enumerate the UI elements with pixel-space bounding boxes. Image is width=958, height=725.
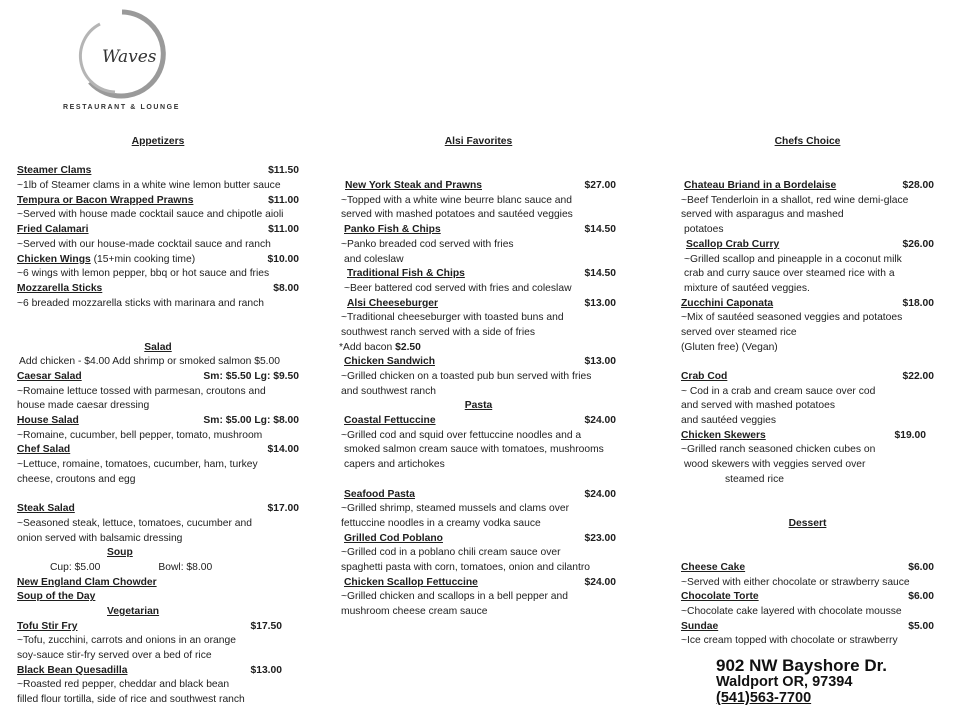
item-description: soy-sauce stir-fry served over a bed of rice xyxy=(17,650,212,662)
menu-item xyxy=(341,414,616,473)
item-name: Chocolate Torte xyxy=(681,591,759,603)
item-name: Chicken Wings xyxy=(17,253,91,265)
item-name: Zucchini Caponata xyxy=(681,297,774,309)
item-name: Grilled Cod Poblano xyxy=(344,532,443,544)
item-description: ~Roasted red pepper, cheddar and black bean xyxy=(17,679,230,691)
item-description: ~Ice cream topped with chocolate or strawberry xyxy=(681,635,898,647)
item-description: ~Seasoned steak, lettuce, tomatoes, cucumber and xyxy=(17,517,252,529)
soup-heading: Soup xyxy=(107,547,133,559)
left-column xyxy=(17,135,299,708)
item-name: Alsi Cheeseburger xyxy=(347,297,438,309)
item-name: Crab Cod xyxy=(681,371,728,382)
item-name: Steak Salad xyxy=(17,503,75,515)
item-name: Chicken Skewers xyxy=(681,429,766,441)
pasta-heading: Pasta xyxy=(464,400,493,412)
item-description: filled flour tortilla, side of rice and southwest ranch xyxy=(17,694,245,706)
menu-item xyxy=(17,253,299,282)
item-description: ~Served with our house-made cocktail sauce and ranch xyxy=(17,238,271,250)
item-description: ~Beer battered cod served with fries and coleslaw xyxy=(344,282,572,294)
appetizers-heading: Appetizers xyxy=(131,136,185,147)
item-description: ~Grilled chicken and scallops in a bell pepper and xyxy=(341,591,568,603)
item-description: potatoes xyxy=(684,224,724,236)
item-name: Sundae xyxy=(681,620,719,632)
item-description: onion served with balsamic dressing xyxy=(17,532,183,544)
item-note: (15+min cooking time) xyxy=(90,253,196,265)
item-description: spaghetti pasta with corn, tomatoes, onion and cilantro xyxy=(341,561,590,573)
item-description: and southwest ranch xyxy=(341,385,437,397)
item-price: $18.00 xyxy=(902,297,934,309)
item-description: ~6 wings with lemon pepper, bbq or hot sauce and fries xyxy=(17,268,270,280)
middle-column xyxy=(341,135,616,620)
item-price: $19.00 xyxy=(894,429,926,441)
item-description: mushroom cheese cream sauce xyxy=(341,606,488,617)
item-name: Steamer Clams xyxy=(17,165,92,177)
item-name: Chef Salad xyxy=(17,444,71,456)
address-city: Waldport OR, 97394 xyxy=(716,674,853,690)
item-description: ~Grilled chicken on a toasted pub bun served with fries xyxy=(341,371,592,382)
item-price: $11.50 xyxy=(268,165,299,177)
item-price: $27.00 xyxy=(584,180,616,192)
item-description: (Gluten free) (Vegan) xyxy=(681,341,778,353)
menu-item xyxy=(341,488,616,532)
item-name: Chicken Sandwich xyxy=(344,356,435,368)
item-description: ~Beef Tenderloin in a shallot, red wine demi-glace xyxy=(681,194,909,206)
menu-item xyxy=(17,164,299,193)
item-description: ~Romaine lettuce tossed with parmesan, croutons and xyxy=(17,385,266,397)
menu-item xyxy=(17,370,299,414)
item-description: ~Served with house made cocktail sauce and chipotle aioli xyxy=(17,209,284,221)
item-description: ~Panko breaded cod served with fries xyxy=(341,238,514,250)
item-description: ~Grilled cod in a poblano chili cream sauce over xyxy=(341,547,561,559)
item-description: ~Grilled shrimp, steamed mussels and clams over xyxy=(341,503,570,515)
item-price: $14.50 xyxy=(584,224,616,236)
vegetarian-heading: Vegetarian xyxy=(107,606,160,617)
restaurant-address xyxy=(716,657,887,706)
item-price: $13.00 xyxy=(584,356,616,368)
item-name: Tempura or Bacon Wrapped Prawns xyxy=(17,194,194,206)
item-price: $26.00 xyxy=(902,238,934,250)
waves-logo xyxy=(60,2,190,117)
menu-item xyxy=(17,664,299,708)
item-price: $17.50 xyxy=(250,620,282,632)
favorites-heading: Alsi Favorites xyxy=(444,136,513,147)
item-description: house made caesar dressing xyxy=(17,400,150,412)
item-description: and coleslaw xyxy=(344,253,404,265)
bacon-addon: *Add bacon $2.50 xyxy=(339,341,421,353)
item-description: mixture of sautéed veggies. xyxy=(684,282,810,294)
soup-bowl-price: Bowl: $8.00 xyxy=(158,561,213,573)
menu-item xyxy=(681,179,934,238)
item-description: cheese, croutons and egg xyxy=(17,473,136,485)
item-description: ~Grilled cod and squid over fettuccine noodles and a xyxy=(341,429,582,441)
menu-item xyxy=(341,297,616,341)
item-name: Cheese Cake xyxy=(681,561,746,573)
item-name: Coastal Fettuccine xyxy=(344,415,436,427)
item-price: $8.00 xyxy=(273,282,299,294)
item-name: New York Steak and Prawns xyxy=(345,180,482,192)
item-price: Sm: $5.00 Lg: $8.00 xyxy=(203,415,299,427)
item-description: ~6 breaded mozzarella sticks with marinara and ranch xyxy=(17,297,264,309)
item-description: served with asparagus and mashed xyxy=(681,209,844,221)
menu-item xyxy=(17,194,299,223)
item-name: Seafood Pasta xyxy=(344,488,415,500)
menu-item xyxy=(17,502,299,546)
item-price: $11.00 xyxy=(268,194,299,206)
menu-item xyxy=(341,576,616,620)
menu-item xyxy=(681,429,934,488)
item-description: ~Lettuce, romaine, tomatoes, cucumber, ham, turkey xyxy=(17,459,258,471)
item-description: served over steamed rice xyxy=(681,326,797,338)
item-price: $23.00 xyxy=(584,532,616,544)
item-name: Scallop Crab Curry xyxy=(686,238,780,250)
menu-item xyxy=(681,590,934,619)
item-name: Chicken Scallop Fettuccine xyxy=(344,576,478,588)
item-description: southwest ranch served with a side of fries xyxy=(341,326,536,338)
item-price: $10.00 xyxy=(267,253,299,265)
item-name: Caesar Salad xyxy=(17,371,82,382)
item-price: $11.00 xyxy=(268,224,299,236)
soup-prices xyxy=(17,561,299,576)
item-name: Traditional Fish & Chips xyxy=(347,268,465,280)
menu-item xyxy=(17,620,299,664)
soup-item: New England Clam Chowder xyxy=(17,576,157,588)
menu-item xyxy=(681,238,934,297)
item-description: crab and curry sauce over steamed rice with a xyxy=(684,268,895,280)
item-name: Panko Fish & Chips xyxy=(344,224,441,236)
item-description: smoked salmon cream sauce with tomatoes, mushrooms xyxy=(344,444,604,456)
soup-item: Soup of the Day xyxy=(17,591,96,603)
item-description: ~Grilled ranch seasoned chicken cubes on xyxy=(681,444,876,456)
chefs-choice-heading: Chefs Choice xyxy=(774,136,841,147)
item-description: and sautéed veggies xyxy=(681,415,777,427)
item-description: ~Mix of sautéed seasoned veggies and potatoes xyxy=(681,312,903,324)
item-price: $24.00 xyxy=(584,415,616,427)
item-price: $14.50 xyxy=(584,268,616,280)
right-column xyxy=(681,135,934,649)
item-description: ~Traditional cheeseburger with toasted buns and xyxy=(341,312,564,324)
menu-item xyxy=(341,267,616,296)
menu-item xyxy=(341,223,616,267)
dessert-heading: Dessert xyxy=(788,517,827,529)
menu-item xyxy=(681,561,934,590)
address-street: 902 NW Bayshore Dr. xyxy=(716,656,888,675)
menu-item xyxy=(17,414,299,443)
menu-item xyxy=(341,179,616,223)
item-name: House Salad xyxy=(17,415,79,427)
item-price: Sm: $5.50 Lg: $9.50 xyxy=(203,371,299,382)
item-price: $13.00 xyxy=(584,297,616,309)
item-price: $13.00 xyxy=(250,664,282,676)
item-price: $22.00 xyxy=(902,371,934,382)
item-description: capers and artichokes xyxy=(344,459,445,471)
item-description: ~Served with either chocolate or strawberry sauce xyxy=(681,576,910,588)
menu-item xyxy=(341,355,616,399)
item-price: $17.00 xyxy=(267,503,299,515)
menu-item xyxy=(17,282,299,311)
item-description: ~ Cod in a crab and cream sauce over cod xyxy=(681,385,876,397)
item-name: Tofu Stir Fry xyxy=(17,620,78,632)
menu-item xyxy=(17,223,299,252)
item-price: $6.00 xyxy=(908,591,934,603)
logo-tagline: RESTAURANT & LOUNGE xyxy=(63,104,180,111)
salad-heading: Salad xyxy=(144,341,172,353)
item-price: $28.00 xyxy=(902,180,934,192)
item-description: ~Grilled scallop and pineapple in a coconut milk xyxy=(684,253,902,265)
item-name: Mozzarella Sticks xyxy=(17,282,103,294)
menu-item xyxy=(681,297,934,356)
salad-addons-note: Add chicken - $4.00 Add shrimp or smoked salmon $5.00 xyxy=(19,356,280,368)
menu-item xyxy=(681,620,934,649)
item-description: ~Chocolate cake layered with chocolate mousse xyxy=(681,606,902,617)
item-name: Fried Calamari xyxy=(17,224,89,236)
phone-number[interactable]: (541)563-7700 xyxy=(716,690,812,706)
item-description: ~Topped with a white wine beurre blanc sauce and xyxy=(341,194,572,206)
item-description: ~1lb of Steamer clams in a white wine lemon butter sauce xyxy=(17,180,281,192)
item-price: $5.00 xyxy=(908,620,934,632)
soup-cup-price: Cup: $5.00 xyxy=(50,561,101,573)
item-description: fettuccine noodles in a creamy vodka sauce xyxy=(341,517,541,529)
item-name: Chateau Briand in a Bordelaise xyxy=(684,180,837,192)
item-price: $24.00 xyxy=(584,576,616,588)
item-price: $6.00 xyxy=(908,561,934,573)
menu-item xyxy=(341,532,616,576)
item-price: $14.00 xyxy=(267,444,299,456)
menu-item xyxy=(17,443,299,487)
menu-item xyxy=(681,370,934,429)
svg-text:Waves: Waves xyxy=(102,47,157,67)
item-description: ~Romaine, cucumber, bell pepper, tomato, mushroom xyxy=(17,429,263,441)
item-description: ~Tofu, zucchini, carrots and onions in an orange xyxy=(17,635,236,647)
item-name: Black Bean Quesadilla xyxy=(17,664,128,676)
item-description: served with mashed potatoes and sautéed veggies xyxy=(341,209,573,221)
item-description: and served with mashed potatoes xyxy=(681,400,835,412)
item-description: wood skewers with veggies served over xyxy=(684,459,866,471)
item-price: $24.00 xyxy=(584,488,616,500)
item-description: steamed rice xyxy=(725,473,784,485)
